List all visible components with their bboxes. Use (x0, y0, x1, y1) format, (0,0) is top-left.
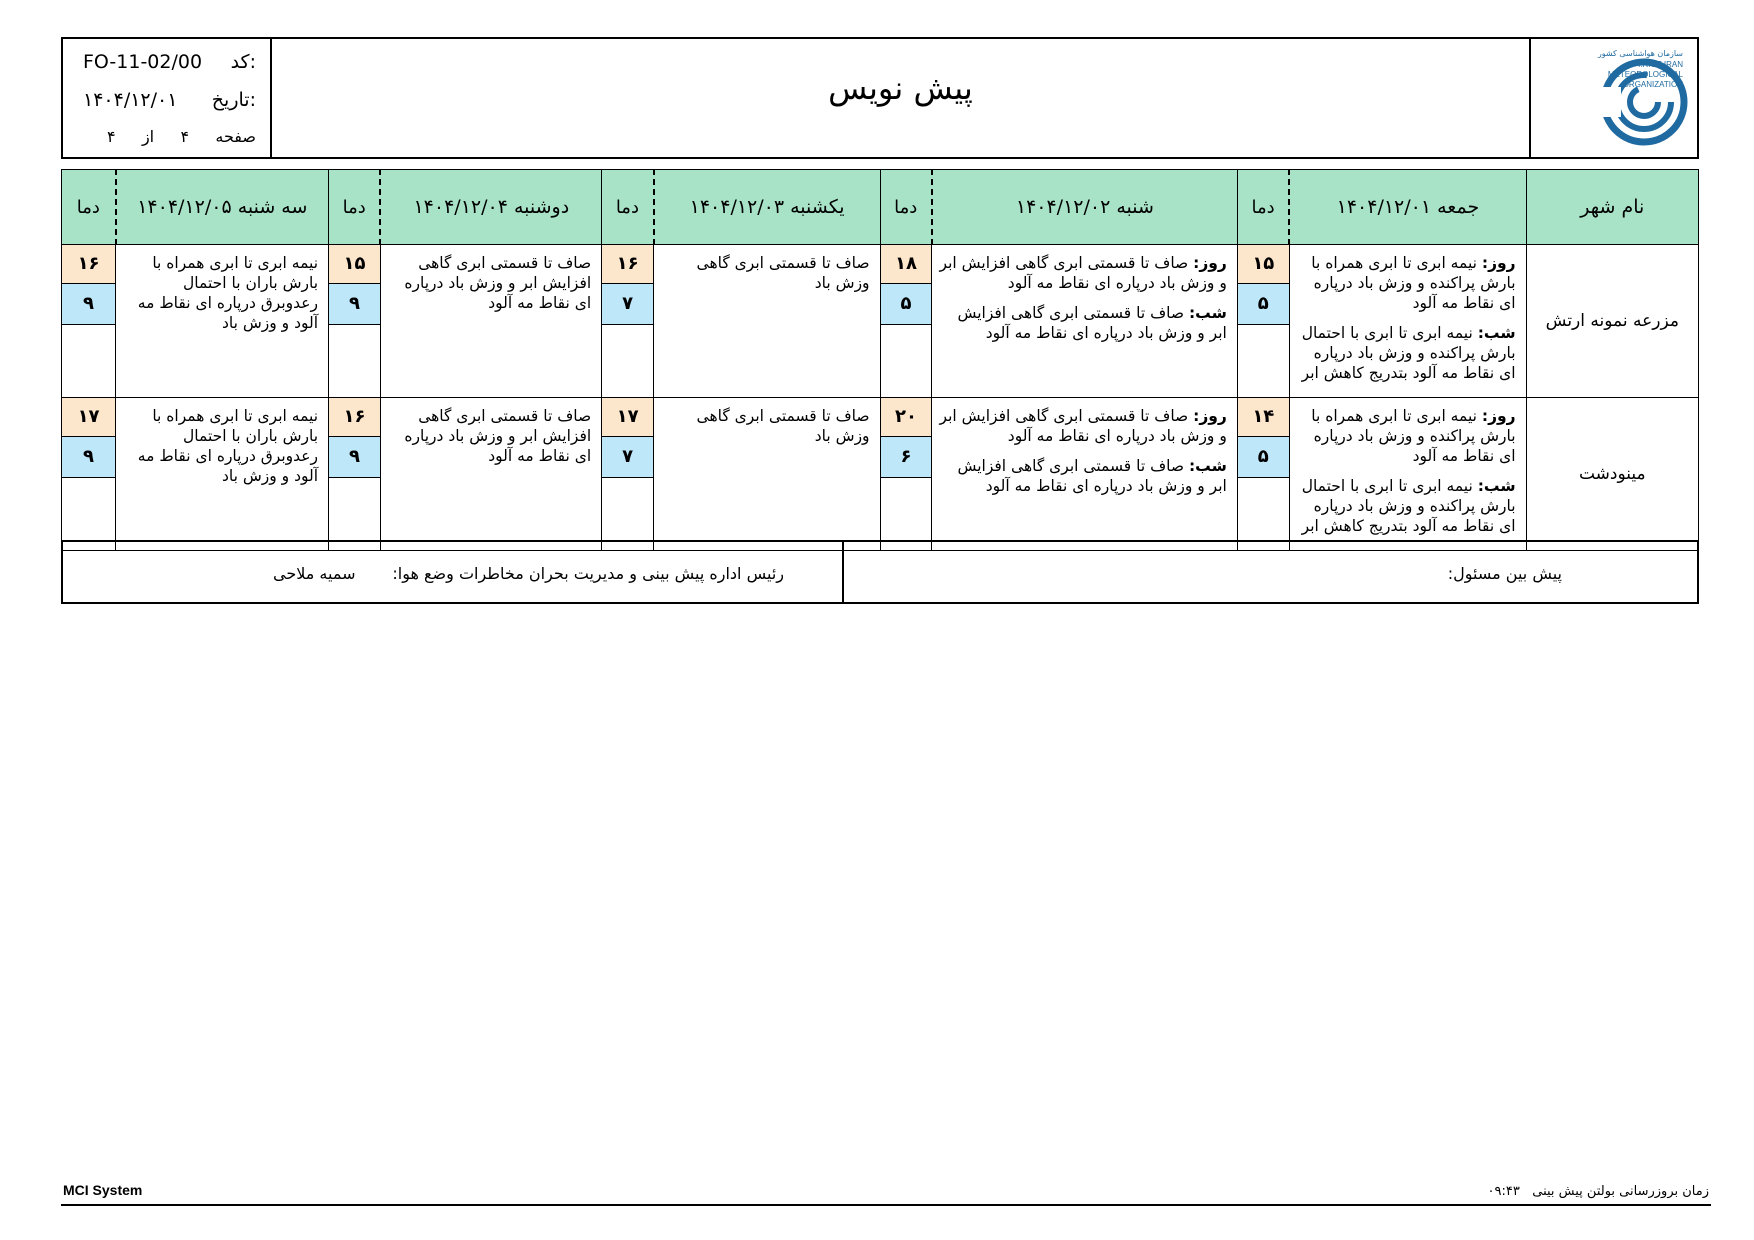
min-temp: ۵ (1238, 437, 1289, 478)
page-title: پیش نویس (828, 69, 973, 107)
max-temp: ۱۶ (62, 245, 115, 284)
signature-box (61, 540, 1699, 604)
night-forecast: صاف تا قسمتی ابری گاهی افزایش ابر و وزش باد درپاره ای نقاط مه آلود (957, 457, 1227, 495)
day-forecast: صاف تا قسمتی ابری گاهی وزش باد (696, 407, 870, 445)
night-label: شب: (1477, 324, 1516, 342)
organization-logo (1529, 39, 1697, 157)
city-name: مزرعه نمونه ارتش (1526, 245, 1698, 398)
forecast-text (380, 398, 601, 551)
day-label: روز: (1481, 254, 1516, 272)
night-forecast: صاف تا قسمتی ابری گاهی افزایش ابر و وزش باد درپاره ای نقاط مه آلود (957, 304, 1227, 342)
logo-text-en-2: METEOROLOGICAL (1607, 70, 1683, 79)
day-forecast: صاف تا قسمتی ابری گاهی افزایش ابر و وزش باد درپاره ای نقاط مه آلود (939, 407, 1227, 445)
day-forecast: صاف تا قسمتی ابری گاهی افزایش ابر و وزش باد درپاره ای نقاط مه آلود (404, 254, 592, 312)
head-label: رئیس اداره پیش بینی و مدیریت بحران مخاطرات وضع هوا: (392, 564, 784, 583)
forecast-text (932, 245, 1237, 398)
forecast-text (116, 245, 329, 398)
max-temp: ۱۷ (62, 398, 115, 437)
day-header-2: شنبه ۱۴۰۴/۱۲/۰۲ (932, 170, 1237, 245)
temp-cell (62, 398, 116, 551)
logo-text-en-1: I.R.OF IRAN (1638, 60, 1683, 69)
update-info (1488, 1184, 1709, 1199)
night-forecast: نیمه ابری تا ابری با احتمال بارش پراکنده و وزش باد درپاره ای نقاط مه آلود بتدریج کاهش ابر (1301, 324, 1516, 382)
min-temp: ۶ (881, 437, 932, 478)
temp-cell (602, 398, 654, 551)
min-temp: ۹ (329, 284, 380, 325)
table-row (62, 398, 1699, 551)
day-forecast: نیمه ابری تا ابری همراه با بارش باران با احتمال رعدوبرق درپاره ای نقاط مه آلود و وزش باد (137, 407, 319, 485)
update-time: ۰۹:۴۳ (1487, 1184, 1520, 1199)
temp-cell (602, 245, 654, 398)
forecast-text (932, 398, 1237, 551)
day-forecast: نیمه ابری تا ابری همراه با بارش باران با احتمال رعدوبرق درپاره ای نقاط مه آلود و وزش باد (137, 254, 319, 332)
max-temp: ۱۷ (602, 398, 653, 437)
day-header-4: دوشنبه ۱۴۰۴/۱۲/۰۴ (380, 170, 601, 245)
system-name: MCI System (63, 1182, 143, 1198)
day-forecast: نیمه ابری تا ابری همراه با بارش پراکنده و وزش باد درپاره ای نقاط مه آلود (1311, 407, 1516, 465)
logo-text-fa: سازمان هواشناسی کشور (1597, 49, 1683, 58)
forecast-text (1289, 398, 1526, 551)
max-temp: ۱۶ (329, 398, 380, 437)
head-name: سمیه ملاحی (273, 564, 356, 583)
document-header (61, 37, 1699, 159)
forecast-text (654, 245, 880, 398)
page-current: ۴ (180, 127, 190, 146)
city-column-header: نام شهر (1526, 170, 1698, 245)
day-forecast: صاف تا قسمتی ابری گاهی افزایش ابر و وزش باد درپاره ای نقاط مه آلود (939, 254, 1227, 292)
day-header-1: جمعه ۱۴۰۴/۱۲/۰۱ (1289, 170, 1526, 245)
temp-header-1: دما (1237, 170, 1289, 245)
head-signature (63, 542, 844, 602)
forecaster-signature (844, 542, 1697, 602)
forecaster-label: پیش بین مسئول: (1447, 564, 1562, 583)
min-temp: ۷ (602, 284, 653, 325)
max-temp: ۱۸ (881, 245, 932, 284)
day-forecast: نیمه ابری تا ابری همراه با بارش پراکنده و وزش باد درپاره ای نقاط مه آلود (1311, 254, 1516, 312)
night-label: شب: (1188, 457, 1227, 475)
temp-cell (1237, 245, 1289, 398)
forecast-text (380, 245, 601, 398)
temp-cell (329, 398, 381, 551)
min-temp: ۵ (1238, 284, 1289, 325)
temp-cell (62, 245, 116, 398)
page-footer (61, 1180, 1711, 1206)
page-total: ۴ (107, 127, 116, 146)
temp-header-4: دما (329, 170, 381, 245)
min-temp: ۹ (329, 437, 380, 478)
table-header-row (62, 170, 1699, 245)
temp-cell (1237, 398, 1289, 551)
document-meta (63, 39, 272, 157)
min-temp: ۹ (62, 437, 115, 478)
min-temp: ۷ (602, 437, 653, 478)
logo-spiral-icon (1599, 57, 1689, 147)
night-label: شب: (1188, 304, 1227, 322)
day-header-5: سه شنبه ۱۴۰۴/۱۲/۰۵ (116, 170, 329, 245)
forecast-table (61, 169, 1699, 551)
temp-header-5: دما (62, 170, 116, 245)
page-label: صفحه (215, 127, 256, 146)
logo-text-en-3: ORGANIZATION (1622, 80, 1683, 89)
day-forecast: صاف تا قسمتی ابری گاهی وزش باد (696, 254, 870, 292)
table-row (62, 245, 1699, 398)
temp-cell (329, 245, 381, 398)
forecast-text (654, 398, 880, 551)
night-label: شب: (1477, 477, 1516, 495)
forecast-text (116, 398, 329, 551)
temp-cell (880, 398, 932, 551)
city-name: مینودشت (1526, 398, 1698, 551)
min-temp: ۵ (881, 284, 932, 325)
max-temp: ۲۰ (881, 398, 932, 437)
max-temp: ۱۵ (329, 245, 380, 284)
update-label: زمان بروزرسانی بولتن پیش بینی (1532, 1184, 1709, 1199)
temp-header-3: دما (602, 170, 654, 245)
max-temp: ۱۴ (1238, 398, 1289, 437)
code-label: کد: (230, 51, 256, 73)
day-forecast: صاف تا قسمتی ابری گاهی افزایش ابر و وزش باد درپاره ای نقاط مه آلود (404, 407, 592, 465)
date-label: تاریخ: (211, 89, 256, 111)
temp-header-2: دما (880, 170, 932, 245)
forecast-text (1289, 245, 1526, 398)
day-label: روز: (1481, 407, 1516, 425)
day-label: روز: (1193, 254, 1227, 272)
code-value: FO-11-02/00 (83, 51, 203, 73)
day-header-3: یکشنبه ۱۴۰۴/۱۲/۰۳ (654, 170, 880, 245)
night-forecast: نیمه ابری تا ابری با احتمال بارش پراکنده و وزش باد درپاره ای نقاط مه آلود بتدریج کاهش ابر (1301, 477, 1516, 535)
temp-cell (880, 245, 932, 398)
min-temp: ۹ (62, 284, 115, 325)
max-temp: ۱۵ (1238, 245, 1289, 284)
day-label: روز: (1193, 407, 1227, 425)
date-value: ۱۴۰۴/۱۲/۰۱ (83, 89, 178, 111)
max-temp: ۱۶ (602, 245, 653, 284)
page-of: از (141, 127, 155, 146)
